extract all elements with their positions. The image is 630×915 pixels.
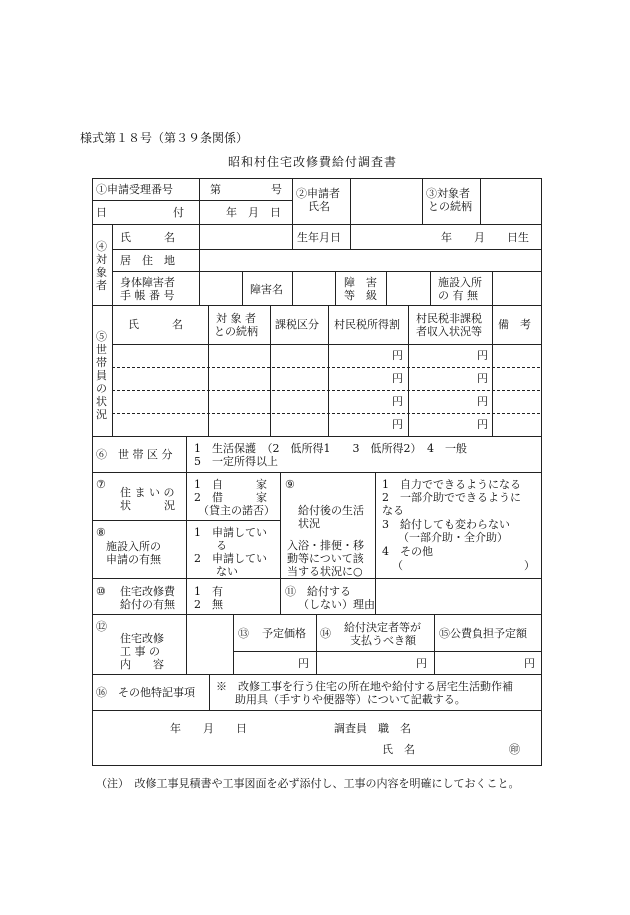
after-benefit-option1: 1 自力でできるようになる	[382, 478, 521, 491]
receipt-date-label: 日 付	[96, 206, 184, 219]
target-address-label: 居 住 地	[120, 254, 175, 267]
benefit-option-yes: 1 有	[194, 585, 223, 598]
target-birth-value: 年 月 日生	[441, 231, 529, 244]
investigator-name-label: 氏 名	[382, 743, 415, 756]
after-benefit-number: ⑨	[285, 478, 295, 491]
notes-text-1: ※ 改修工事を行う住宅の所在地や給付する居宅生活動作補	[216, 680, 513, 693]
after-benefit-label-2: 状況	[298, 517, 320, 530]
disability-grade-label-2: 等 級	[344, 289, 377, 302]
payable-amount-yen: 円	[416, 657, 427, 670]
household-section-label: ⑤世帯員の状況	[96, 330, 107, 421]
public-burden-label: ⑮公費負担予定額	[439, 627, 527, 640]
housing-option-landlord: （貸主の諾否）	[198, 504, 275, 517]
handbook-label-1: 身体障害者	[120, 276, 175, 289]
signature-date: 年 月 日	[170, 722, 247, 735]
notes-label: ⑯ その他特記事項	[96, 686, 195, 699]
household-col-relation-2: との続柄	[214, 325, 258, 338]
target-birth-label: 生年月日	[297, 231, 341, 244]
target-name-label: 氏 名	[120, 231, 175, 244]
after-benefit-option3b: （一部介助・全介助）	[398, 531, 508, 544]
household-row4-income-yen: 円	[392, 418, 403, 431]
household-col-remarks: 備 考	[498, 318, 531, 331]
investigator-title-label: 調査員 職 名	[334, 722, 411, 735]
after-benefit-other-close: ）	[524, 559, 535, 572]
planned-price-label: 予定価格	[262, 627, 306, 640]
benefit-option-no: 2 無	[194, 598, 223, 611]
facility-label-1: 施設入所	[438, 276, 482, 289]
housing-option-own: 1 自 家	[194, 478, 267, 491]
footer-note: （注） 改修工事見積書や工事図面を必ず添付し、工事の内容を明確にしておくこと。	[96, 777, 520, 790]
payable-amount-label-2: 支払うべき額	[350, 634, 416, 647]
after-benefit-option2b: なる	[382, 504, 404, 517]
public-burden-yen: 円	[524, 657, 535, 670]
facility-app-label-2: 申請の有無	[106, 553, 161, 566]
benefit-number: ⑩	[96, 585, 106, 598]
applicant-name-label-1: ②申請者	[296, 187, 340, 200]
after-benefit-note-3: 当する状況に○	[287, 565, 363, 578]
form-number: 様式第１８号（第３９条関係）	[80, 131, 249, 145]
facility-app-number: ⑧	[96, 526, 106, 539]
household-class-label: ⑥ 世 帯 区 分	[96, 448, 173, 461]
household-row1-income-yen: 円	[392, 349, 403, 362]
household-row1-nontax-yen: 円	[477, 349, 488, 362]
facility-label-2: の 有 無	[438, 289, 478, 302]
housing-label-2: 状 況	[120, 499, 175, 512]
planned-price-number: ⑬	[238, 627, 249, 640]
household-row2-nontax-yen: 円	[477, 372, 488, 385]
works-label-1: 住宅改修	[120, 632, 164, 645]
works-number: ⑫	[96, 620, 107, 633]
relation-label-2: との続柄	[428, 200, 472, 213]
benefit-reason-label-2: （しない）理由	[298, 598, 375, 611]
after-benefit-option2a: 2 一部介助でできるように	[382, 491, 521, 504]
facility-app-option2b: ない	[216, 565, 238, 578]
planned-price-yen: 円	[298, 657, 309, 670]
household-col-nontax-2: 者収入状況等	[416, 325, 482, 338]
handbook-label-2: 手 帳 番 号	[120, 289, 175, 302]
housing-number: ⑦	[96, 478, 106, 491]
applicant-name-label-2: 氏名	[308, 200, 330, 213]
works-label-3: 内 容	[120, 658, 164, 671]
benefit-reason-label-1: ⑪ 給付する	[285, 585, 351, 598]
household-row3-nontax-yen: 円	[477, 395, 488, 408]
household-col-income: 村民税所得割	[334, 318, 400, 331]
housing-option-rent: 2 借 家	[194, 491, 267, 504]
household-row2-income-yen: 円	[392, 372, 403, 385]
household-class-line2: 5 一定所得以上	[194, 455, 278, 468]
household-col-name: 氏 名	[128, 318, 183, 331]
facility-app-option2a: 2 申請してい	[194, 552, 267, 565]
form-title: 昭和村住宅改修費給付調査書	[228, 155, 398, 169]
payable-amount-number: ⑭	[320, 627, 331, 640]
after-benefit-note-1: 入浴・排便・移	[287, 539, 364, 552]
facility-app-option1b: る	[216, 539, 227, 552]
seal-mark: ㊞	[509, 743, 520, 756]
housing-label-1: 住 ま い の	[120, 486, 175, 499]
after-benefit-label-1: 給付後の生活	[298, 504, 364, 517]
receipt-number-label: ①申請受理番号	[96, 183, 173, 196]
household-col-relation-1: 対 象 者	[216, 312, 256, 325]
household-col-tax-class: 課税区分	[275, 318, 319, 331]
notes-text-2: 助用具（手すりや便器等）について記載する。	[235, 693, 466, 706]
household-class-line1: 1 生活保護 （2 低所得1 3 低所得2） 4 一般	[194, 442, 467, 455]
after-benefit-option4: 4 その他	[382, 545, 433, 558]
benefit-label-1: 住宅改修費	[120, 585, 175, 598]
household-row4-nontax-yen: 円	[477, 418, 488, 431]
household-col-nontax-1: 村民税非課税	[416, 312, 482, 325]
disability-grade-label-1: 障 害	[344, 276, 377, 289]
facility-app-option1a: 1 申請してい	[194, 526, 267, 539]
works-label-2: 工 事 の	[120, 645, 160, 658]
after-benefit-note-2: 動等について該	[287, 552, 364, 565]
benefit-label-2: 給付の有無	[120, 598, 175, 611]
target-section-label: ④対象者	[96, 240, 107, 292]
relation-label-1: ③対象者	[426, 187, 470, 200]
after-benefit-option3a: 3 給付しても変わらない	[382, 518, 510, 531]
after-benefit-other-open: （	[392, 559, 403, 572]
disability-name-label: 障害名	[250, 283, 283, 296]
receipt-number-suffix: 号	[271, 183, 282, 196]
receipt-number-prefix: 第	[210, 183, 221, 196]
receipt-date-value: 年 月 日	[226, 206, 281, 219]
facility-app-label-1: 施設入所の	[106, 540, 161, 553]
household-row3-income-yen: 円	[392, 395, 403, 408]
payable-amount-label-1: 給付決定者等が	[344, 621, 421, 634]
